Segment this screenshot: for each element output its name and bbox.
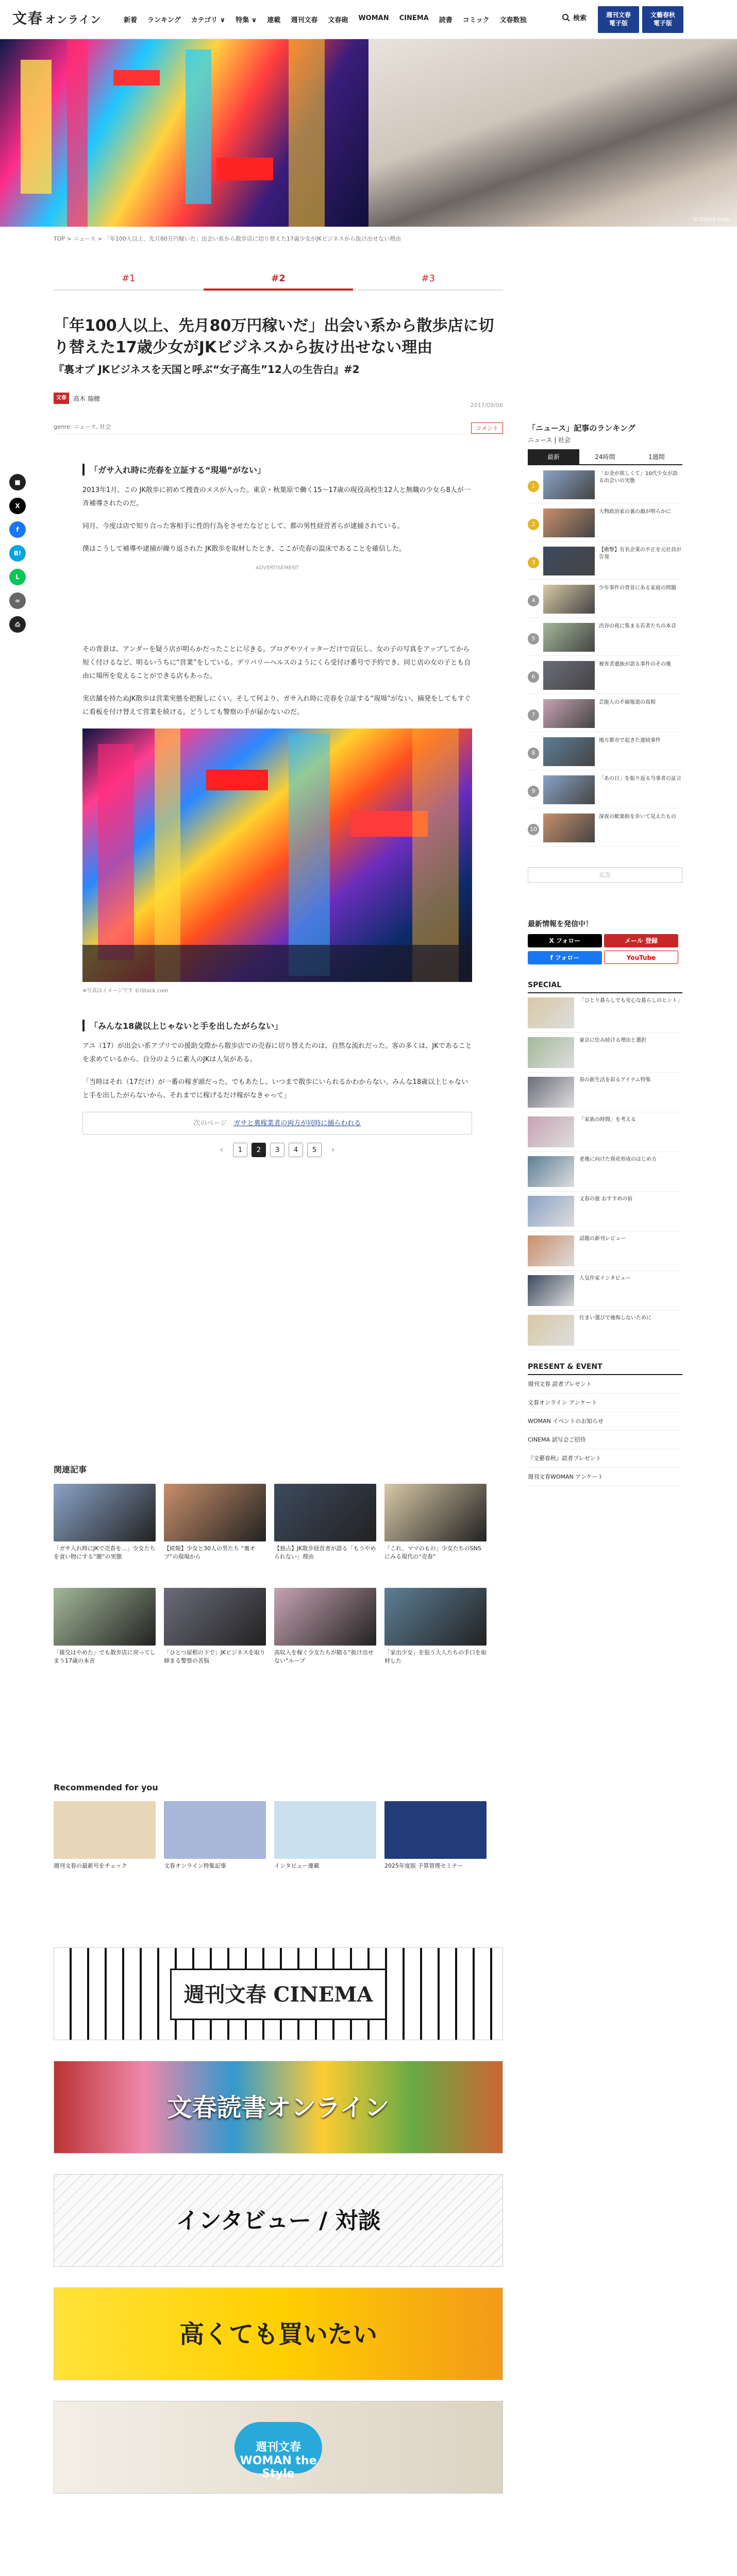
special-item[interactable]	[528, 1192, 682, 1231]
related-thumb	[54, 1484, 156, 1541]
special-thumb	[528, 1275, 574, 1306]
special-title-text: 人気作家インタビュー	[579, 1276, 631, 1281]
special-item[interactable]	[528, 1271, 682, 1311]
youtube-button[interactable]: YouTube	[604, 951, 678, 964]
ranking-thumb	[543, 737, 595, 766]
author-name[interactable]: 高木 瑞穂	[73, 395, 100, 402]
special-item[interactable]	[528, 993, 682, 1033]
special-thumb	[528, 1156, 574, 1187]
ranking-thumb	[543, 585, 595, 614]
recommended-thumb	[384, 1801, 487, 1859]
related-thumb	[384, 1484, 487, 1541]
interview-banner[interactable]: インタビュー / 対談	[54, 2174, 503, 2267]
ad-label: ADVERTISEMENT	[255, 565, 299, 571]
ranking-item[interactable]	[528, 618, 682, 656]
hero-image	[0, 39, 737, 227]
ranking-title-text: 地方都市で起きた連続事件	[599, 738, 661, 743]
related-thumb	[164, 1588, 266, 1646]
page-link[interactable]: 4	[289, 1143, 303, 1157]
x-follow-button[interactable]: X フォロー	[528, 934, 602, 947]
next-page-link[interactable]: 次のページ ガサと裏稼業者の両方が同時に捕らわれる	[82, 1112, 472, 1134]
paragraph: 実店舗を持たぬJK散歩は営業実態を把握しにくい。そして何より、ガサ入れ時に売春を立証する“現場”がない。摘発をしてもすぐに看板を付け替えて営業を続ける。どうしても警察の手が届かないのだ。	[82, 695, 471, 716]
breadcrumb[interactable]: TOP > ニュース > 「年100人以上、先月80万円稼いだ」出会い系から散歩店に切り替えた17歳少女がJKビジネスから抜け出せない理由	[54, 235, 401, 242]
sidebar	[528, 422, 682, 1486]
paragraph: 2013年1月、この JK散歩に初めて捜査のメスが入った。東京・秋葉原で働く15〜17歳の現役高校生12人と無職の少女ら8人が一斉補導されたのだ。	[82, 486, 471, 507]
article-subtitle: 『裏オプ JKビジネスを天国と呼ぶ“女子高生”12人の生告白』#2	[54, 363, 360, 376]
present-event-item[interactable]: 週刊文春 読者プレゼント	[528, 1375, 682, 1394]
nav-item[interactable]: 連載	[267, 16, 281, 24]
recommended-card-title: 週刊文春の最新号をチェック	[54, 1862, 127, 1869]
rank-number: 2	[528, 519, 539, 530]
related-card-title: 「家出少女」を狙う大人たちの手口を取材した	[384, 1649, 487, 1664]
nav-item[interactable]: 読書	[439, 16, 453, 24]
recommended-thumb	[164, 1801, 266, 1859]
related-card-title: 【独占】JK散歩経営者が語る「もうやめられない」理由	[274, 1545, 376, 1560]
hero-neon-photo	[0, 39, 368, 227]
rank-number: 3	[528, 557, 539, 568]
related-card[interactable]	[164, 1484, 266, 1578]
print-icon[interactable]: ⎙	[9, 616, 26, 633]
photo-caption: ※写真はイメージです ©iStock.com	[82, 988, 169, 994]
site-logo[interactable]: 文春 オンライン	[12, 10, 102, 27]
nav-item[interactable]: CINEMA	[399, 14, 429, 22]
article-title: 「年100人以上、先月80万円稼いだ」出会い系から散歩店に切り替えた17歳少女がJKビジネスから抜け出せない理由	[54, 317, 494, 357]
author-line[interactable]	[54, 393, 100, 404]
special-title-text: 春の新生活を彩るアイテム特集	[579, 1077, 651, 1083]
page-link-current[interactable]: 2	[252, 1143, 266, 1157]
present-event-item[interactable]: 『文藝春秋』読者プレゼント	[528, 1449, 682, 1468]
next-page-icon[interactable]: ›	[331, 1144, 335, 1155]
nav-item[interactable]: 週刊文春	[291, 16, 318, 24]
page-tabs	[54, 268, 503, 291]
x-share-icon[interactable]: X	[9, 498, 26, 514]
ranking-tab[interactable]: 最新	[528, 449, 579, 464]
related-card[interactable]	[164, 1588, 266, 1682]
ranking-item[interactable]	[528, 580, 682, 618]
rank-number: 7	[528, 709, 539, 721]
nav-item[interactable]: カテゴリ ∨	[191, 16, 226, 24]
nav-item[interactable]: 新着	[124, 16, 138, 24]
present-event-item[interactable]: 週刊文春WOMAN アンケート	[528, 1468, 682, 1486]
related-card-title: 高収入を稼ぐ少女たちが陥る“抜け出せない”ループ	[274, 1649, 374, 1664]
article-photo	[82, 728, 472, 982]
recommended-title: Recommended for you	[54, 1783, 158, 1792]
recommended-card-title: インタビュー連載	[274, 1862, 320, 1869]
article-heading-2: 「みんな18歳以上じゃないと手を出したがらない」	[82, 1020, 472, 1031]
present-event-item[interactable]: WOMAN イベントのお知らせ	[528, 1412, 682, 1431]
publish-date: 2017/09/06	[470, 402, 503, 409]
nav-item[interactable]: 特集 ∨	[236, 16, 257, 24]
special-item[interactable]	[528, 1073, 682, 1112]
related-card[interactable]	[384, 1588, 487, 1682]
ranking-item[interactable]	[528, 541, 682, 580]
special-title-text: 話題の新刊レビュー	[579, 1236, 626, 1242]
ranking-title-text: 「お金が欲しくて」10代少女が語る出会いの実態	[599, 471, 678, 484]
site-header	[0, 0, 737, 39]
share-rail	[9, 474, 26, 640]
rank-number: 8	[528, 748, 539, 759]
hero-credit: ©iStock.com	[693, 216, 730, 223]
facebook-follow-button[interactable]: f フォロー	[528, 951, 602, 964]
paragraph: 僕はこうして補導や逮捕が繰り返された JK散歩を取材したとき、ここが売春の温床であることを確信した。	[82, 545, 406, 553]
related-title: 関連記事	[54, 1465, 87, 1475]
nav-item[interactable]: 文春数独	[499, 16, 527, 24]
pagination	[82, 1143, 472, 1157]
special-title-text: 「家族の時間」を考える	[579, 1117, 636, 1123]
hatena-share-icon[interactable]: B!	[9, 545, 26, 562]
special-item[interactable]	[528, 1112, 682, 1152]
ranking-thumb	[543, 623, 595, 652]
related-thumb	[384, 1588, 487, 1646]
recommended-thumb	[54, 1801, 156, 1859]
nav-item[interactable]: ランキング	[147, 16, 181, 24]
ranking-item[interactable]	[528, 503, 682, 541]
related-card-title: 「これ、ママのもの」少女たちのSNSにみる現代の“売春”	[384, 1545, 481, 1560]
special-item[interactable]	[528, 1311, 682, 1350]
hero-person-photo	[368, 39, 737, 227]
page-link[interactable]: 3	[270, 1143, 284, 1157]
bookmark-icon[interactable]: ■	[9, 474, 26, 490]
comment-button[interactable]: コメント	[471, 422, 503, 434]
special-item[interactable]	[528, 1152, 682, 1192]
special-title: SPECIAL	[528, 981, 682, 993]
ranking-title-text: 大物政治家の裏の顔が明らかに	[599, 509, 671, 515]
related-card[interactable]	[384, 1484, 487, 1578]
special-thumb	[528, 1037, 574, 1068]
related-card-title: 「援交はやめた」でも散歩店に戻ってしまう17歳の本音	[54, 1649, 156, 1664]
special-list	[528, 993, 682, 1350]
ranking-title-text: 渋谷の夜に集まる若者たちの本音	[599, 623, 676, 629]
page-link[interactable]: 1	[233, 1143, 247, 1157]
ranking-item[interactable]	[528, 770, 682, 808]
ranking-title: 「ニュース」記事のランキング	[528, 423, 635, 433]
paragraph: その背景は、アンダーを疑う店が明らかだったことに尽きる。ブログやツイッターだけで宣伝し、女の子の写真をアップしてから短く付けるなど、明るいうちに“営業”をしている。デリバリーヘルスのようにくら受付け番号で予約でき、同じ店の女の子とも自由に場所を変えることができる店もあった。	[82, 646, 471, 680]
special-thumb	[528, 1077, 574, 1108]
related-card-title: 「ガサ入れ時にJKで売春を…」少女たちを食い物にする“闇”の実態	[54, 1545, 156, 1560]
ranking-item[interactable]	[528, 656, 682, 694]
facebook-share-icon[interactable]: f	[9, 521, 26, 538]
recommended-card[interactable]	[384, 1801, 487, 1895]
search-icon	[562, 13, 570, 22]
related-grid	[54, 1484, 487, 1682]
ranking-thumb	[543, 547, 595, 575]
page-tab-1[interactable]: #1	[54, 268, 204, 291]
special-title-text: 東京に住み続ける理由と選択	[579, 1038, 646, 1043]
ranking-thumb	[543, 661, 595, 690]
nav-item[interactable]: コミック	[462, 16, 490, 24]
mail-signup-button[interactable]: メール 登録	[604, 934, 678, 947]
ranking-category[interactable]: ニュース | 社会	[528, 436, 571, 444]
bunshun-digital-button[interactable]: 週刊文春 電子版	[598, 6, 639, 33]
recommended-card-title: 2025年度版 予算管理セミナー	[384, 1862, 463, 1869]
recommended-card[interactable]	[274, 1801, 376, 1895]
cinema-banner[interactable]: 週刊文春 CINEMA	[54, 1947, 503, 2040]
books-banner[interactable]: 文春読書オンライン	[54, 2061, 503, 2154]
special-thumb	[528, 1235, 574, 1266]
ranking-title-text: 深夜の歓楽街を歩いて見えたもの	[599, 814, 676, 820]
related-card[interactable]	[274, 1588, 376, 1682]
special-item[interactable]	[528, 1231, 682, 1271]
present-event-title: PRESENT & EVENT	[528, 1363, 682, 1375]
special-thumb	[528, 1116, 574, 1147]
prev-page-icon[interactable]: ‹	[220, 1144, 224, 1155]
special-title-text: 住まい選びで後悔しないために	[579, 1315, 651, 1321]
ranking-list	[528, 465, 682, 846]
ranking-title-text: 被害者遺族が語る事件のその後	[599, 662, 671, 667]
related-thumb	[274, 1588, 376, 1646]
ranking-tab[interactable]: 24時間	[595, 453, 615, 461]
present-event-item[interactable]: 文春オンライン アンケート	[528, 1394, 682, 1412]
present-event-item[interactable]: CINEMA 試写会ご招待	[528, 1431, 682, 1449]
rank-number: 9	[528, 786, 539, 797]
style-banner[interactable]: 週刊文春WOMAN the Style	[54, 2401, 503, 2494]
nav-item[interactable]: WOMAN	[358, 14, 389, 22]
follow-title: 最新情報を発信中！	[528, 920, 593, 928]
ad-box: 広告	[528, 867, 682, 883]
bunshun-mark-icon: 文春	[54, 393, 69, 404]
special-thumb	[528, 997, 574, 1028]
special-thumb	[528, 1315, 574, 1346]
rank-number: 6	[528, 671, 539, 683]
search-button[interactable]: 検索	[562, 12, 587, 22]
ranking-item[interactable]	[528, 808, 682, 846]
special-title-text: 老後に向けた資産形成のはじめ方	[579, 1157, 657, 1162]
ranking-thumb	[543, 775, 595, 804]
ranking-thumb	[543, 470, 595, 499]
related-card[interactable]	[274, 1484, 376, 1578]
special-item[interactable]	[528, 1033, 682, 1073]
ranking-thumb	[543, 814, 595, 842]
ranking-thumb	[543, 699, 595, 728]
related-thumb	[274, 1484, 376, 1541]
ranking-item[interactable]	[528, 465, 682, 503]
article-meta	[54, 402, 503, 435]
genre-tags[interactable]: genre: ニュース, 社会	[54, 423, 111, 430]
paragraph: アユ（17）が出会い系アプリでの援助交際から散歩店での売春に切り替えたのは、自然な流れだった。客の多くは、JKであることを求めているから、自分のように素人のJKは人気がある。	[82, 1042, 472, 1063]
recommended-card[interactable]	[164, 1801, 266, 1895]
paragraph: 「当時はそれ（17だけ）が一番の稼ぎ頭だった。でもあたし、いつまで散歩にいられるかわからない。みんな18歳以上じゃないと手を出したがらないから、それまでに稼げるだけ稼がなきゃって」	[82, 1078, 468, 1099]
recommended-grid	[54, 1801, 487, 1895]
bungeishunju-digital-button[interactable]: 文藝春秋 電子版	[642, 6, 683, 33]
rank-number: 4	[528, 595, 539, 606]
ranking-title-text: 芸能人の不倫報道の真相	[599, 700, 656, 705]
page-tab-2[interactable]: #2	[204, 268, 354, 291]
ranking-item[interactable]	[528, 694, 682, 732]
special-title-text: 「ひとり暮らしでも安心な暮らしのヒント」	[579, 998, 682, 1004]
paragraph: 同月、今度は店で知り合った客相手に性的行為をさせたなどとして、都の男性経営者らが逮捕されている。	[82, 522, 404, 530]
special-title-text: 文春の旅 おすすめの宿	[579, 1196, 633, 1202]
ranking-item[interactable]	[528, 732, 682, 770]
ranking-tabs	[528, 449, 682, 465]
page-tab-3[interactable]: #3	[353, 268, 503, 291]
related-card[interactable]	[54, 1484, 156, 1578]
related-card[interactable]	[54, 1588, 156, 1682]
page-link[interactable]: 5	[307, 1143, 322, 1157]
nav-item[interactable]: 文春砲	[328, 16, 348, 24]
related-thumb	[164, 1484, 266, 1541]
ranking-title-text: 【衝撃】有名企業の不正を元社員が告発	[599, 547, 681, 560]
related-thumb	[54, 1588, 156, 1646]
global-nav	[124, 14, 527, 24]
follow-buttons	[528, 934, 682, 968]
related-card-title: 【続報】少女と30人の男たち “裏オプ”の現場から	[164, 1545, 256, 1560]
recommended-thumb	[274, 1801, 376, 1859]
related-card-title: 「ひとつ屋根の下で」JKビジネスを取り締まる警察の苦悩	[164, 1649, 265, 1664]
line-share-icon[interactable]: L	[9, 569, 26, 585]
rank-number: 1	[528, 481, 539, 492]
shopping-banner[interactable]: 高くても買いたい	[54, 2287, 503, 2380]
article-heading-1: 「ガサ入れ時に売春を立証する“現場”がない」	[82, 464, 472, 476]
ranking-title-text: 少年事件の背景にある家庭の問題	[599, 585, 676, 591]
present-event-list	[528, 1375, 682, 1486]
recommended-card[interactable]	[54, 1801, 156, 1895]
article-body	[82, 464, 472, 1157]
rank-number: 5	[528, 633, 539, 645]
ranking-title-text: 「あの日」を振り返る当事者の証言	[599, 776, 681, 782]
link-copy-icon[interactable]: ∞	[9, 592, 26, 609]
ranking-thumb	[543, 509, 595, 537]
recommended-card-title: 文春オンライン特集記事	[164, 1862, 226, 1869]
rank-number: 10	[528, 824, 539, 835]
special-thumb	[528, 1196, 574, 1227]
ranking-tab[interactable]: 1週間	[648, 453, 665, 461]
